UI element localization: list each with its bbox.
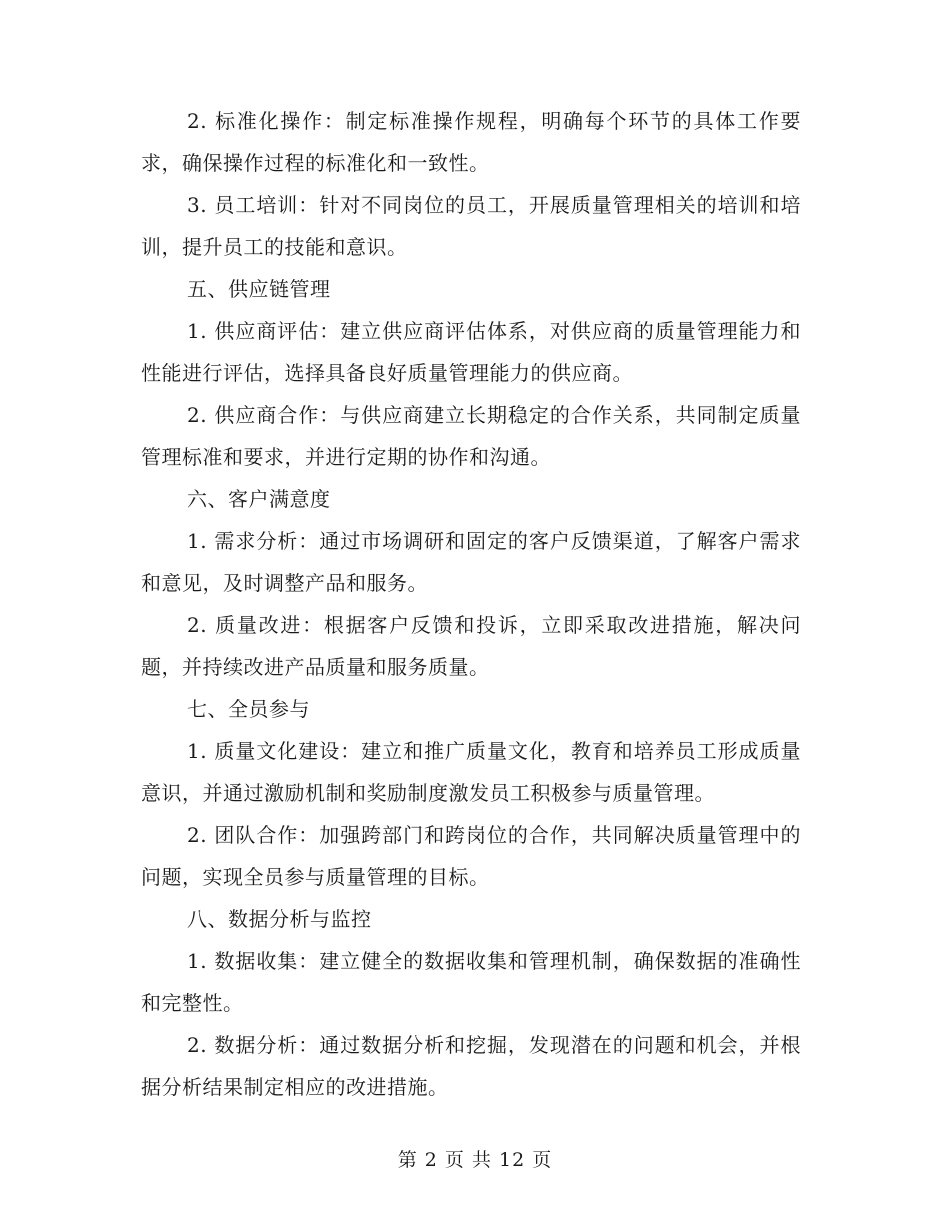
paragraph-employee-training: 3. 员工培训：针对不同岗位的员工，开展质量管理相关的培训和培训，提升员工的技能和意识。 bbox=[141, 193, 801, 259]
page-number-text: 第 2 页 共 12 页 bbox=[397, 1149, 553, 1171]
paragraph-data-collection: 1. 数据收集：建立健全的数据收集和管理机制，确保数据的准确性和完整性。 bbox=[141, 949, 801, 1015]
page-number-footer bbox=[0, 1145, 950, 1172]
paragraph-standardized-operation: 2. 标准化操作：制定标准操作规程，明确每个环节的具体工作要求，确保操作过程的标准化和一致性。 bbox=[141, 109, 801, 175]
paragraph-teamwork: 2. 团队合作：加强跨部门和跨岗位的合作，共同解决质量管理中的问题，实现全员参与质量管理的目标。 bbox=[141, 823, 801, 889]
paragraph-supplier-evaluation: 1. 供应商评估：建立供应商评估体系，对供应商的质量管理能力和性能进行评估，选择具备良好质量管理能力的供应商。 bbox=[141, 319, 801, 385]
section-heading-full-participation: 七、全员参与 bbox=[187, 697, 310, 721]
document-body bbox=[141, 100, 801, 1108]
section-heading-data-analysis: 八、数据分析与监控 bbox=[187, 907, 372, 931]
section-heading-customer-satisfaction: 六、客户满意度 bbox=[187, 487, 331, 511]
section-heading-supply-chain: 五、供应链管理 bbox=[187, 277, 331, 301]
paragraph-quality-culture: 1. 质量文化建设：建立和推广质量文化，教育和培养员工形成质量意识，并通过激励机制和奖励制度激发员工积极参与质量管理。 bbox=[141, 739, 801, 805]
paragraph-data-analysis: 2. 数据分析：通过数据分析和挖掘，发现潜在的问题和机会，并根据分析结果制定相应的改进措施。 bbox=[141, 1033, 801, 1099]
paragraph-quality-improvement: 2. 质量改进：根据客户反馈和投诉，立即采取改进措施，解决问题，并持续改进产品质量和服务质量。 bbox=[141, 613, 801, 679]
paragraph-supplier-cooperation: 2. 供应商合作：与供应商建立长期稳定的合作关系，共同制定质量管理标准和要求，并进行定期的协作和沟通。 bbox=[141, 403, 801, 469]
paragraph-demand-analysis: 1. 需求分析：通过市场调研和固定的客户反馈渠道，了解客户需求和意见，及时调整产品和服务。 bbox=[141, 529, 801, 595]
